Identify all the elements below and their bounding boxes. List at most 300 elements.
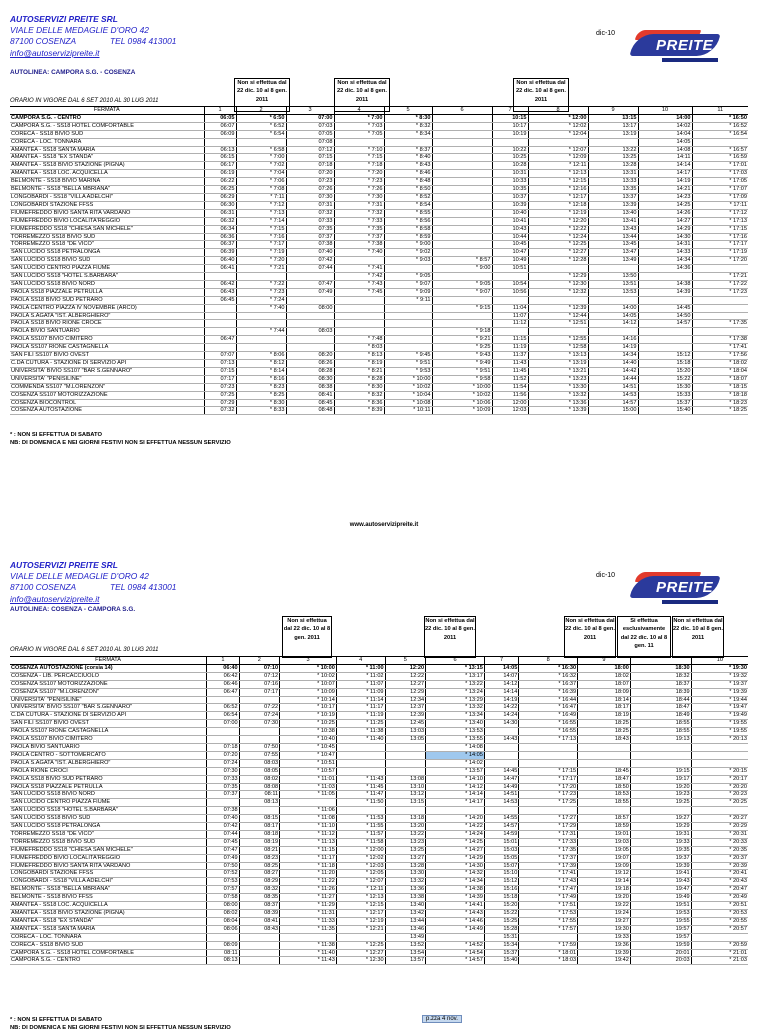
departure-time: * 20:20 (691, 783, 748, 791)
stop-name: CORECA - LOC. TONNARA (10, 138, 204, 146)
preite-logo (632, 28, 722, 68)
departure-time: 08:27 (239, 870, 280, 878)
departure-time: * 14:02 (426, 759, 485, 767)
departure-time: * 12:29 (528, 273, 588, 281)
departure-time: * 14:39 (426, 894, 485, 902)
departure-time: 19:49 (630, 894, 691, 902)
departure-time: 15:34 (484, 941, 518, 949)
departure-time: * 17:55 (519, 917, 578, 925)
departure-time: * 20:41 (691, 870, 748, 878)
departure-time: 11:52 (492, 375, 528, 383)
departure-time: * 16:32 (519, 672, 578, 680)
departure-time: 15:10 (484, 870, 518, 878)
departure-time: 14:51 (484, 791, 518, 799)
departure-time: 18:39 (630, 688, 691, 696)
departure-time: 08:21 (239, 846, 280, 854)
table-row (10, 704, 748, 712)
departure-time: * 8:39 (334, 407, 384, 415)
departure-time: 13:35 (588, 186, 638, 194)
departure-time: 06:41 (204, 265, 236, 273)
departure-time (492, 296, 528, 304)
departure-time: * 12:58 (528, 344, 588, 352)
departure-time: * 7:44 (236, 328, 286, 336)
departure-time (385, 759, 426, 767)
table-row (10, 249, 748, 257)
stop-name: PAOLA SS18 BIVIO SUD PETRARO (10, 296, 204, 304)
website-url[interactable]: www.autoservizipreite.it (349, 522, 419, 528)
departure-time: 06:43 (204, 288, 236, 296)
departure-time: * 12:19 (336, 917, 385, 925)
departure-time: * 12:02 (336, 854, 385, 862)
departure-time: 19:36 (578, 941, 631, 949)
departure-time: 14:34 (638, 257, 692, 265)
departure-time: 18:53 (578, 791, 631, 799)
departure-time: * 11:01 (280, 775, 337, 783)
departure-time: * 12:30 (336, 957, 385, 965)
departure-time: * 9:25 (432, 344, 492, 352)
departure-time (236, 312, 286, 320)
departure-time: 08:35 (239, 894, 280, 902)
departure-time: 07:37 (207, 791, 239, 799)
departure-time: * 7:17 (236, 241, 286, 249)
departure-time: 08:11 (207, 949, 239, 957)
departure-time (385, 751, 426, 759)
table-row (10, 280, 748, 288)
departure-time: 14:08 (638, 146, 692, 154)
departure-time (432, 273, 492, 281)
departure-time: 18:17 (578, 704, 631, 712)
table-row (10, 743, 748, 751)
departure-time: * 17:27 (519, 815, 578, 823)
column-note: Si effettua esclusivamente dal 22 dic. 10 al 8 gen. 11 (617, 616, 671, 658)
departure-time: * 8:28 (334, 375, 384, 383)
departure-time: 12:20 (385, 664, 426, 672)
departure-time: 13:36 (385, 886, 426, 894)
departure-time: * 7:32 (334, 209, 384, 217)
departure-time: * 9:15 (432, 304, 492, 312)
departure-time (236, 273, 286, 281)
departure-time: 19:25 (630, 799, 691, 807)
stop-name: BELMONTE - SS18 BIVIO MARINA (10, 178, 204, 186)
departure-time: 13:18 (385, 815, 426, 823)
departure-time: 07:35 (286, 225, 334, 233)
departure-time: 19:15 (630, 767, 691, 775)
stop-name: SAN LUCIDO CENTRO PIAZZA FIUME (10, 799, 207, 807)
header-run-6: 6 (432, 107, 492, 115)
stop-name: AMANTEA - SS18 SANTA MARIA (10, 925, 207, 933)
departure-time: 13:50 (588, 273, 638, 281)
departure-time: 15:18 (638, 360, 692, 368)
departure-time: * 13:53 (426, 728, 485, 736)
departure-time: 08:37 (239, 902, 280, 910)
table-row (10, 815, 748, 823)
departure-time: 06:42 (207, 672, 239, 680)
departure-time: 19:35 (630, 846, 691, 854)
departure-time: 18:19 (578, 712, 631, 720)
stop-name: C.DA CUTURA - STAZIONE DI SERVIZIO API (10, 360, 204, 368)
departure-time: 18:00 (578, 664, 631, 672)
column-note: Non si effettua dal 22 dic. 10 al 8 gen. 2011 (234, 78, 290, 112)
departure-time (432, 154, 492, 162)
departure-time (204, 273, 236, 281)
table-row (10, 846, 748, 854)
departure-time: * 11:29 (280, 902, 337, 910)
departure-time: 18:45 (578, 767, 631, 775)
departure-time: * 20:55 (691, 917, 748, 925)
departure-time: 11:07 (492, 312, 528, 320)
stop-name: BELMONTE - SS18 "BELLA MBRIANA" (10, 886, 207, 894)
departure-time: 13:57 (385, 957, 426, 965)
stop-name: COMMENDA SS107 "M.LORENZON" (10, 383, 204, 391)
departure-time: * 16:50 (692, 114, 748, 122)
departure-time: 19:33 (630, 838, 691, 846)
departure-time: * 8:56 (384, 217, 432, 225)
departure-time (588, 296, 638, 304)
departure-time: 14:42 (588, 367, 638, 375)
table-row (10, 312, 748, 320)
departure-time: 10:19 (492, 130, 528, 138)
table-row (10, 854, 748, 862)
company-email[interactable]: info@autoservizipreite.it (10, 594, 100, 604)
departure-time: 14:55 (484, 815, 518, 823)
departure-time: * 10:14 (280, 696, 337, 704)
departure-time (384, 344, 432, 352)
departure-time: 07:23 (286, 178, 334, 186)
departure-time: * 9:18 (432, 328, 492, 336)
departure-time: * 12:21 (336, 925, 385, 933)
departure-time: * 14:32 (426, 870, 485, 878)
departure-time (204, 328, 236, 336)
departure-time (528, 328, 588, 336)
departure-time: 13:12 (385, 791, 426, 799)
departure-time (334, 138, 384, 146)
departure-time (204, 320, 236, 328)
departure-time: * 12:22 (528, 225, 588, 233)
departure-time: * 20:29 (691, 823, 748, 831)
departure-time: * 14:41 (426, 902, 485, 910)
departure-time: 07:57 (207, 886, 239, 894)
departure-time: * 11:17 (336, 704, 385, 712)
departure-time: * 13:32 (426, 704, 485, 712)
table-row (10, 751, 748, 759)
departure-time: 14:05 (638, 138, 692, 146)
departure-time: 07:42 (207, 823, 239, 831)
departure-time: 13:05 (385, 736, 426, 744)
departure-time: * 17:17 (519, 775, 578, 783)
departure-time: * 9:53 (384, 367, 432, 375)
stop-name: SAN FILI SS107 BIVIO OVEST (10, 720, 207, 728)
table-row (10, 688, 748, 696)
departure-time: * 17:39 (519, 862, 578, 870)
departure-time: 19:09 (578, 862, 631, 870)
departure-time: * 16:47 (519, 704, 578, 712)
departure-time: * 7:10 (334, 146, 384, 154)
departure-time: 08:43 (239, 925, 280, 933)
departure-time: * 9:51 (432, 367, 492, 375)
departure-time: 11:54 (492, 383, 528, 391)
departure-time: 10:35 (492, 186, 528, 194)
departure-time (334, 312, 384, 320)
departure-time: 19:33 (578, 933, 631, 941)
departure-time: * 10:09 (280, 688, 337, 696)
departure-time: * 14:24 (426, 830, 485, 838)
departure-time: 06:36 (204, 233, 236, 241)
departure-time: * 12:55 (528, 336, 588, 344)
departure-time (207, 933, 239, 941)
stop-name: TORREMEZZO SS18 BIVIO SUD (10, 838, 207, 846)
departure-time: * 7:11 (236, 193, 286, 201)
stop-name: COSENZA AUTOSTAZIONE (10, 407, 204, 415)
departure-time: * 17:57 (519, 925, 578, 933)
departure-time: 18:32 (630, 672, 691, 680)
departure-time: 07:40 (286, 249, 334, 257)
departure-time: 06:39 (204, 249, 236, 257)
departure-time (692, 296, 748, 304)
departure-time: 07:12 (286, 146, 334, 154)
departure-time (432, 241, 492, 249)
table-row (10, 823, 748, 831)
departure-time: * 10:57 (280, 767, 337, 775)
departure-time: * 16:44 (519, 696, 578, 704)
departure-time (286, 296, 334, 304)
departure-time: 13:19 (588, 130, 638, 138)
departure-time: 15:37 (638, 399, 692, 407)
stop-name: AMANTEA - SS18 "EX STANDA" (10, 154, 204, 162)
departure-time: 19:42 (578, 957, 631, 965)
departure-time: 13:40 (385, 902, 426, 910)
departure-time (638, 273, 692, 281)
departure-time: * 10:25 (280, 720, 337, 728)
stop-name: LONGOBARDI STAZIONE FFSS (10, 870, 207, 878)
departure-time: 10:44 (492, 233, 528, 241)
company-email[interactable]: info@autoservizipreite.it (10, 48, 100, 58)
departure-time: * 17:21 (692, 273, 748, 281)
departure-time: * 7:08 (236, 186, 286, 194)
departure-time (239, 696, 280, 704)
departure-time: 19:22 (578, 902, 631, 910)
departure-time: * 20:43 (691, 878, 748, 886)
stop-name: TORREMEZZO SS18 "DE VICO" (10, 830, 207, 838)
departure-time: * 12:00 (336, 846, 385, 854)
departure-time: 15:12 (484, 878, 518, 886)
header-run-7: 7 (492, 107, 528, 115)
table-row (10, 193, 748, 201)
column-note: Non si effettua dal 22 dic. 10 al 8 gen. 2011 (672, 616, 724, 658)
departure-time (432, 130, 492, 138)
departure-time: 08:11 (239, 791, 280, 799)
departure-time: 08:25 (239, 862, 280, 870)
departure-time: * 17:35 (692, 320, 748, 328)
logo-text: PREITE (656, 579, 714, 596)
departure-time: 18:55 (630, 728, 691, 736)
departure-time: 08:48 (286, 407, 334, 415)
departure-time: * 14:17 (426, 799, 485, 807)
departure-time: * 17:20 (692, 257, 748, 265)
departure-time: * 6:54 (236, 130, 286, 138)
departure-time: 08:20 (286, 352, 334, 360)
departure-time: 14:26 (638, 209, 692, 217)
departure-time: * 14:38 (426, 886, 485, 894)
departure-time: 13:49 (588, 257, 638, 265)
departure-time: 19:20 (578, 894, 631, 902)
departure-time: * 8:33 (236, 407, 286, 415)
departure-time (236, 320, 286, 328)
departure-time: * 8:16 (236, 375, 286, 383)
departure-time: * 6:52 (236, 122, 286, 130)
departure-time: * 11:40 (336, 736, 385, 744)
departure-time: 15:07 (484, 862, 518, 870)
stop-name: FIUMEFREDDO BIVIO LOCALITA'REGGIO (10, 217, 204, 225)
departure-time: * 11:55 (336, 823, 385, 831)
departure-time: * 11:12 (280, 830, 337, 838)
table-row (10, 209, 748, 217)
table-row (10, 696, 748, 704)
departure-time: * 17:01 (692, 162, 748, 170)
departure-time: * 11:08 (280, 815, 337, 823)
table-row (10, 162, 748, 170)
stop-name: PAOLA SS107 BIVIO CIMITERO (10, 736, 207, 744)
departure-time: 13:38 (385, 894, 426, 902)
departure-time: 18:07 (578, 680, 631, 688)
departure-time: 14:53 (588, 391, 638, 399)
table-row (10, 807, 748, 815)
departure-time: * 10:45 (280, 743, 337, 751)
departure-time: 13:49 (385, 933, 426, 941)
departure-time: 07:30 (239, 720, 280, 728)
departure-time: * 10:08 (384, 399, 432, 407)
departure-time (204, 312, 236, 320)
departure-time: * 8:21 (334, 367, 384, 375)
departure-time: 19:03 (578, 838, 631, 846)
departure-time: 14:39 (638, 288, 692, 296)
departure-time: 10:43 (492, 225, 528, 233)
departure-time: * 10:07 (280, 680, 337, 688)
departure-time: 19:14 (578, 878, 631, 886)
departure-time (638, 336, 692, 344)
departure-time: * 17:43 (519, 878, 578, 886)
departure-time: * 13:39 (528, 407, 588, 415)
table-row (10, 759, 748, 767)
table-row (10, 233, 748, 241)
stop-name: PAOLA S.AGATA "IST. ALBERGHIERO" (10, 312, 204, 320)
departure-time: 07:15 (286, 154, 334, 162)
departure-time: 15:33 (638, 391, 692, 399)
departure-time: * 7:16 (236, 233, 286, 241)
departure-time: * 7:03 (334, 122, 384, 130)
departure-time: * 10:06 (432, 399, 492, 407)
departure-time: * 17:51 (519, 902, 578, 910)
departure-time (426, 807, 485, 815)
departure-time (384, 304, 432, 312)
departure-time: 19:20 (630, 783, 691, 791)
departure-time: 10:15 (492, 114, 528, 122)
stop-name: CAMPORA S.G. - CENTRO (10, 957, 207, 965)
table-row (10, 367, 748, 375)
stop-name: SAN LUCIDO SS18 BIVIO SUD (10, 815, 207, 823)
departure-time: 12:39 (385, 712, 426, 720)
departure-time: * 11:17 (280, 854, 337, 862)
departure-time: 14:19 (588, 344, 638, 352)
departure-time: * 7:12 (236, 201, 286, 209)
departure-time (384, 138, 432, 146)
departure-time: 06:22 (204, 178, 236, 186)
departure-time: * 12:30 (528, 280, 588, 288)
departure-time: * 7:21 (236, 265, 286, 273)
stop-name: AMANTEA - SS18 LOC. ACQUICELLA (10, 170, 204, 178)
stop-name: LONGOBARDI - SS18 "VILLA ADELCHI" (10, 878, 207, 886)
departure-time: 07:20 (286, 170, 334, 178)
departure-time (692, 328, 748, 336)
logo-text: PREITE (656, 37, 714, 54)
stop-name: AMANTEA - SS18 LOC. ACQUICELLA (10, 902, 207, 910)
departure-time: * 20:59 (691, 941, 748, 949)
departure-time: 08:03 (239, 759, 280, 767)
departure-time: * 8:59 (384, 233, 432, 241)
departure-time: * 12:05 (336, 870, 385, 878)
departure-time: * 17:41 (692, 344, 748, 352)
departure-time: * 17:17 (692, 241, 748, 249)
departure-time: * 14:12 (426, 783, 485, 791)
departure-time: * 10:17 (280, 704, 337, 712)
departure-time: 15:40 (484, 957, 518, 965)
stop-name: PAOLA SS107 RIONE CASTAGNELLA (10, 728, 207, 736)
departure-time: 14:19 (484, 696, 518, 704)
departure-time: * 8:36 (334, 399, 384, 407)
departure-time (336, 933, 385, 941)
departure-time (207, 696, 239, 704)
departure-time: 14:24 (484, 712, 518, 720)
departure-time: * 20:27 (691, 815, 748, 823)
departure-time (239, 933, 280, 941)
departure-time: * 17:23 (519, 791, 578, 799)
departure-time: 12:27 (385, 680, 426, 688)
departure-time: 15:18 (484, 894, 518, 902)
departure-time: * 10:02 (384, 383, 432, 391)
departure-time: 07:15 (204, 367, 236, 375)
table-row (10, 941, 748, 949)
departure-time: 11:56 (492, 391, 528, 399)
departure-time: 06:32 (204, 217, 236, 225)
departure-time: 14:12 (484, 680, 518, 688)
departure-time: 14:38 (638, 280, 692, 288)
departure-time: * 20:37 (691, 854, 748, 862)
departure-time: 18:47 (630, 704, 691, 712)
departure-time: 13:28 (588, 162, 638, 170)
departure-time: * 9:49 (432, 360, 492, 368)
departure-time: * 17:16 (692, 233, 748, 241)
departure-time: 06:25 (204, 186, 236, 194)
departure-time: * 19:30 (691, 664, 748, 672)
departure-time: 13:17 (588, 122, 638, 130)
departure-time: 06:37 (204, 241, 236, 249)
departure-time (588, 138, 638, 146)
departure-time: 18:59 (578, 823, 631, 831)
departure-time: * 11:40 (280, 949, 337, 957)
departure-time: * 20:53 (691, 910, 748, 918)
table-row (10, 720, 748, 728)
departure-time: 14:05 (588, 312, 638, 320)
departure-time (638, 296, 692, 304)
departure-time (334, 328, 384, 336)
preite-logo (632, 570, 722, 610)
departure-time: * 7:48 (334, 336, 384, 344)
departure-time: 13:54 (385, 949, 426, 957)
departure-time: 06:34 (204, 225, 236, 233)
stop-name: COSENZA SS107 MOTORIZZAZIONE (10, 391, 204, 399)
departure-time: * 8:43 (384, 162, 432, 170)
departure-time: * 19:55 (691, 720, 748, 728)
company-tel: TEL 0984 413001 (110, 36, 177, 46)
